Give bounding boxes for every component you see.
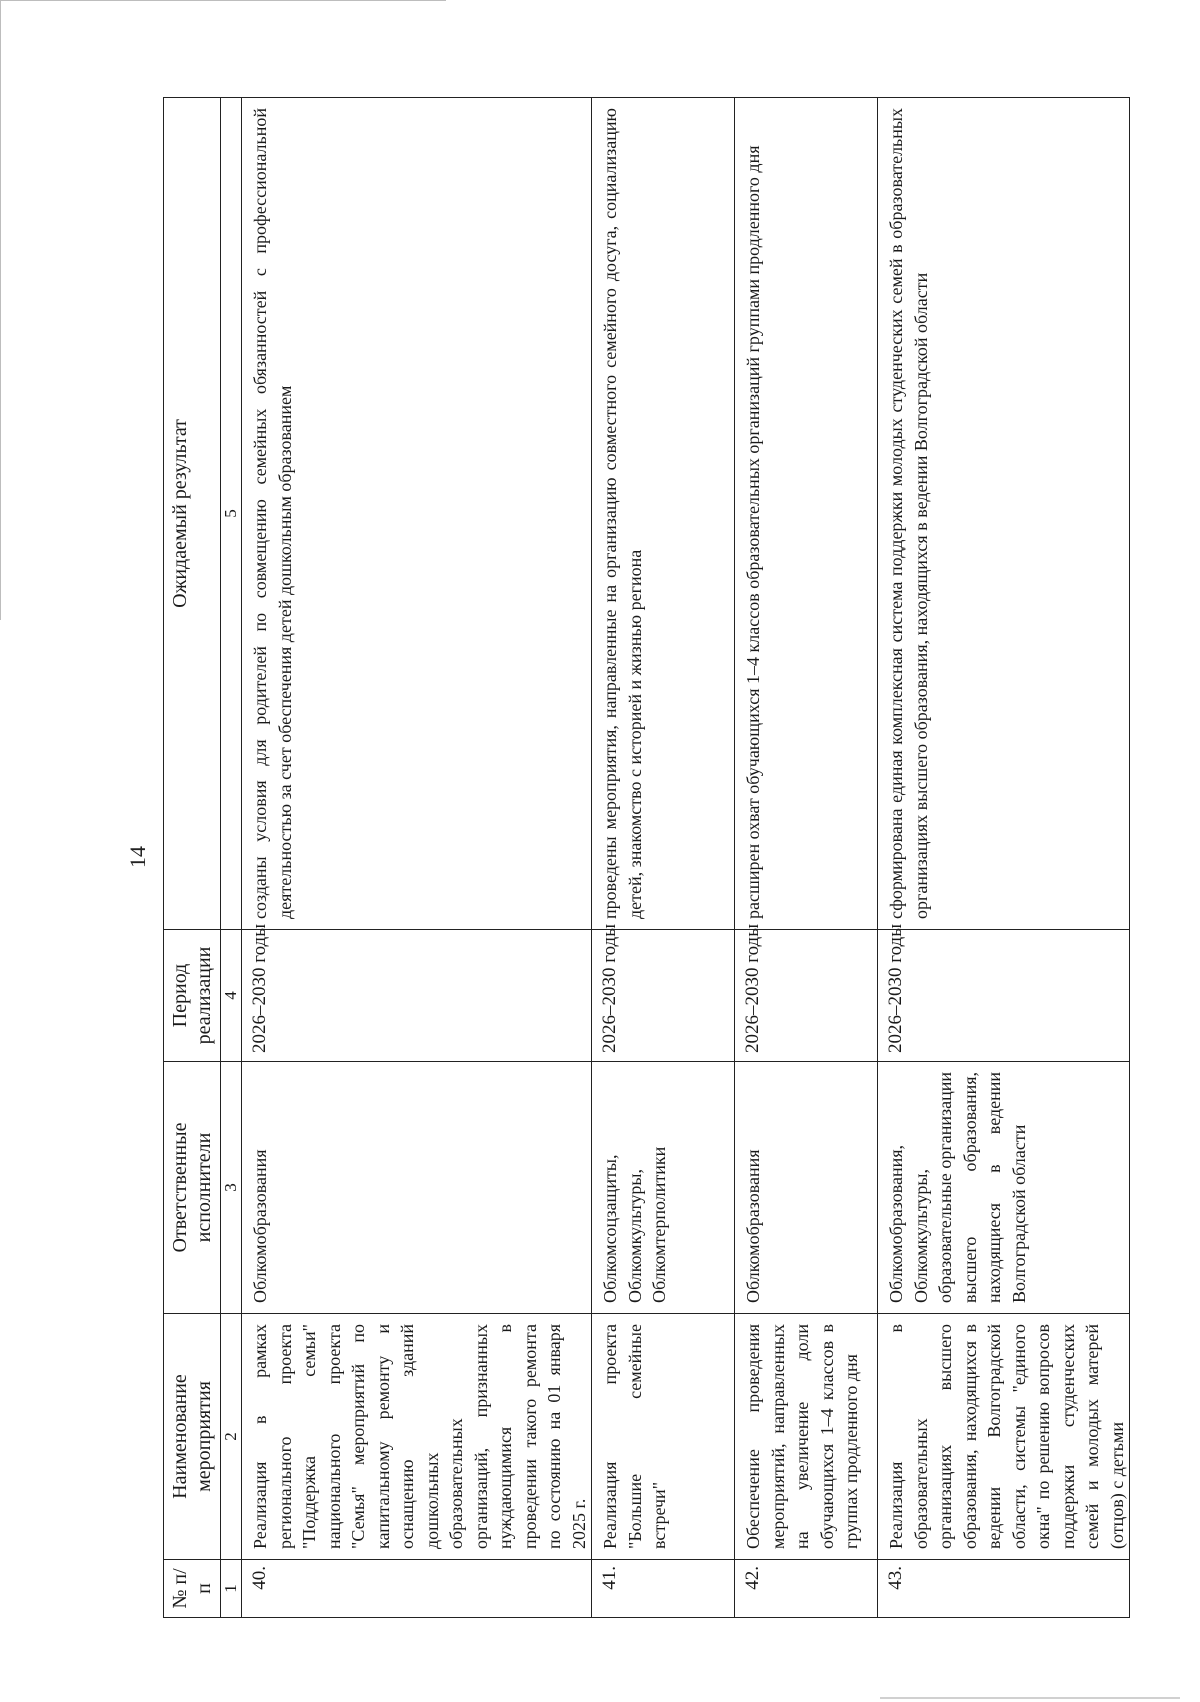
column-number-row (221, 98, 242, 1618)
expected-result: расширен охват обучающихся 1–4 классов образовательных организаций группами продленного дня (735, 98, 878, 930)
table-row (735, 98, 878, 1618)
responsible-executors: Облкомобразования (735, 1062, 878, 1314)
measure-name: Реализация в рамках регионального проекта "Поддержка семьи" национального проекта "Семья" мероприятий по капитальному ремонту и оснащению зданий дошкольных образовательных организаций, признанных нуждающимися в проведении такого ремонта по состоянию на 01 января 2025 г. (242, 1314, 592, 1560)
responsible-executors: Облкомобразования (242, 1062, 592, 1314)
row-number: 43. (878, 1560, 1130, 1618)
column-number: 3 (221, 1062, 242, 1314)
column-number: 2 (221, 1314, 242, 1560)
header-name: Наименование мероприятия (164, 1314, 221, 1560)
row-number: 40. (242, 1560, 592, 1618)
measure-name: Обеспечение проведения мероприятий, направленных на увеличение доли обучающихся 1–4 классов в группах продленного дня (735, 1314, 878, 1560)
implementation-period: 2026–2030 годы (735, 930, 878, 1062)
header-result: Ожидаемый результат (164, 98, 221, 930)
measure-name: Реализация в образовательных организациях высшего образования, находящихся в ведении Волгоградской области, системы "единого окна" по решению вопросов поддержки студенческих семей и молодых матерей (отцов) с детьми (878, 1314, 1130, 1560)
column-number: 4 (221, 930, 242, 1062)
row-number: 42. (735, 1560, 878, 1618)
expected-result: проведены мероприятия, направленные на организацию совместного семейного досуга, социализацию детей, знакомство с историей и жизнью региона (592, 98, 735, 930)
scan-edge-bottom (880, 1697, 1180, 1699)
rotated-table-sheet (163, 98, 1127, 1618)
implementation-period: 2026–2030 годы (242, 930, 592, 1062)
scan-edge-top (0, 0, 446, 1)
header-row (164, 98, 221, 1618)
scan-edge-left (0, 0, 1, 620)
expected-result: созданы условия для родителей по совмещению семейных обязанностей с профессиональной деятельностью за счет обеспечения детей дошкольным образованием (242, 98, 592, 930)
implementation-period: 2026–2030 годы (878, 930, 1130, 1062)
responsible-executors: Облкомсоцзащиты, Облкомкультуры, Облкомтерполитики (592, 1062, 735, 1314)
table-row (242, 98, 592, 1618)
column-number: 1 (221, 1560, 242, 1618)
measure-name: Реализация проекта "Большие семейные встречи" (592, 1314, 735, 1560)
responsible-executors: Облкомобразования, Облкомкультуры, образовательные организации высшего образования, находящиеся в ведении Волгоградской области (878, 1062, 1130, 1314)
implementation-period: 2026–2030 годы (592, 930, 735, 1062)
row-number: 41. (592, 1560, 735, 1618)
header-index: № п/п (164, 1560, 221, 1618)
column-number: 5 (221, 98, 242, 930)
page-number: 14 (125, 846, 150, 868)
measures-table (163, 97, 1130, 1618)
header-executors: Ответственные исполнители (164, 1062, 221, 1314)
expected-result: сформирована единая комплексная система поддержки молодых студенческих семей в образовательных организациях высшего образования, находящихся в ведении Волгоградской области (878, 98, 1130, 930)
header-period: Период реализации (164, 930, 221, 1062)
table-row (592, 98, 735, 1618)
table-row (878, 98, 1130, 1618)
